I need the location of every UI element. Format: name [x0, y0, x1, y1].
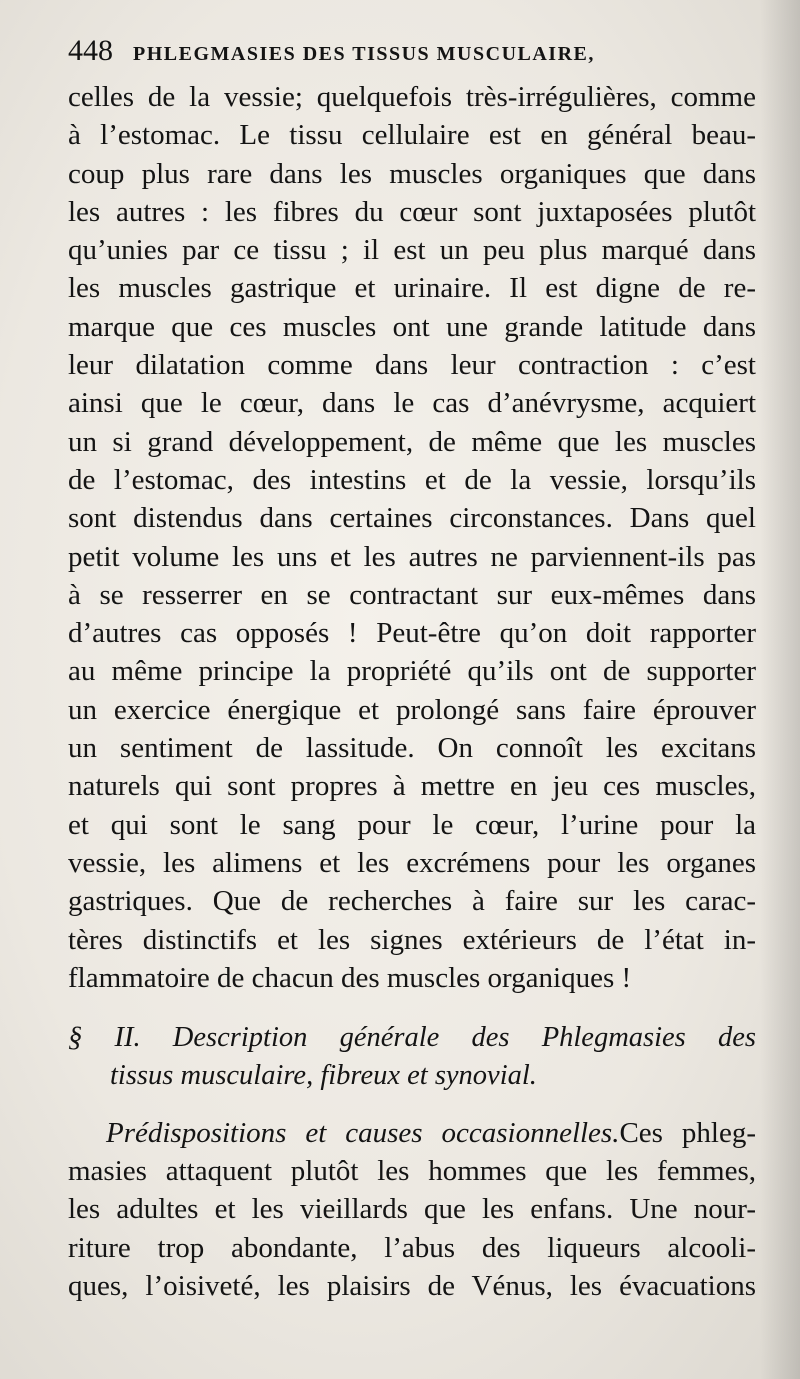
lead-rest: Ces phleg-: [619, 1116, 756, 1149]
text-line: tères distinctifs et les signes extérieurs de l’état in-: [68, 923, 756, 956]
section-heading-line-2: tissus musculaire, fibreux et synovial.: [110, 1060, 537, 1092]
text-line: riture trop abondante, l’abus des liqueurs alcooli-: [68, 1231, 756, 1264]
text-line: masies attaquent plutôt les hommes que les femmes,: [68, 1155, 756, 1188]
text-line: coup plus rare dans les muscles organiques que dans: [68, 157, 756, 190]
text-line: les autres : les fibres du cœur sont juxtaposées plutôt: [68, 195, 756, 228]
section-heading-line-1: § II. Description générale des Phlegmasies des: [68, 1022, 756, 1054]
running-title: PHLEGMASIES DES TISSUS MUSCULAIRE,: [133, 43, 595, 65]
text-line: petit volume les uns et les autres ne parviennent-ils pas: [68, 540, 756, 573]
text-line: les adultes et les vieillards que les enfans. Une nour-: [68, 1193, 756, 1226]
text-line: sont distendus dans certaines circonstances. Dans quel: [68, 502, 756, 535]
paragraph-2: [68, 1114, 756, 1305]
paragraph-1: [68, 78, 756, 997]
section-heading: [68, 1019, 756, 1096]
text-line: les muscles gastrique et urinaire. Il est digne de re-: [68, 272, 756, 305]
text-line: un sentiment de lassitude. On connoît les excitans: [68, 732, 756, 765]
text-line: à se resserrer en se contractant sur eux-mêmes dans: [68, 578, 756, 611]
text-line: un exercice énergique et prolongé sans faire éprouver: [68, 693, 756, 726]
paragraph-2-lead-line: [68, 1114, 756, 1152]
text-line: naturels qui sont propres à mettre en jeu ces muscles,: [68, 770, 756, 803]
page-text: [68, 34, 756, 1305]
text-line: vessie, les alimens et les excrémens pour les organes: [68, 846, 756, 879]
page-header: [68, 34, 756, 78]
text-line: flammatoire de chacun des muscles organiques !: [68, 961, 632, 994]
text-line: marque que ces muscles ont une grande latitude dans: [68, 310, 756, 343]
text-line: ainsi que le cœur, dans le cas d’anévrysme, acquiert: [68, 387, 756, 420]
text-line: celles de la vessie; quelquefois très-irrégulières, comme: [68, 81, 756, 113]
text-line: ques, l’oisiveté, les plaisirs de Vénus, les évacuations: [68, 1269, 756, 1302]
text-line: et qui sont le sang pour le cœur, l’urine pour la: [68, 808, 756, 841]
text-line: gastriques. Que de recherches à faire sur les carac-: [68, 885, 756, 918]
text-line: au même principe la propriété qu’ils ont de supporter: [68, 655, 756, 688]
text-line: à l’estomac. Le tissu cellulaire est en général beau-: [68, 119, 756, 152]
text-line: d’autres cas opposés ! Peut-être qu’on doit rapporter: [68, 617, 756, 650]
lead-italic-phrase: Prédispositions et causes occasionnelles.: [106, 1116, 620, 1149]
text-line: de l’estomac, des intestins et de la vessie, lorsqu’ils: [68, 463, 756, 496]
text-line: qu’unies par ce tissu ; il est un peu plus marqué dans: [68, 234, 756, 267]
page-number: 448: [68, 34, 113, 67]
text-line: un si grand développement, de même que les muscles: [68, 425, 756, 458]
text-line: leur dilatation comme dans leur contraction : c’est: [68, 349, 756, 382]
